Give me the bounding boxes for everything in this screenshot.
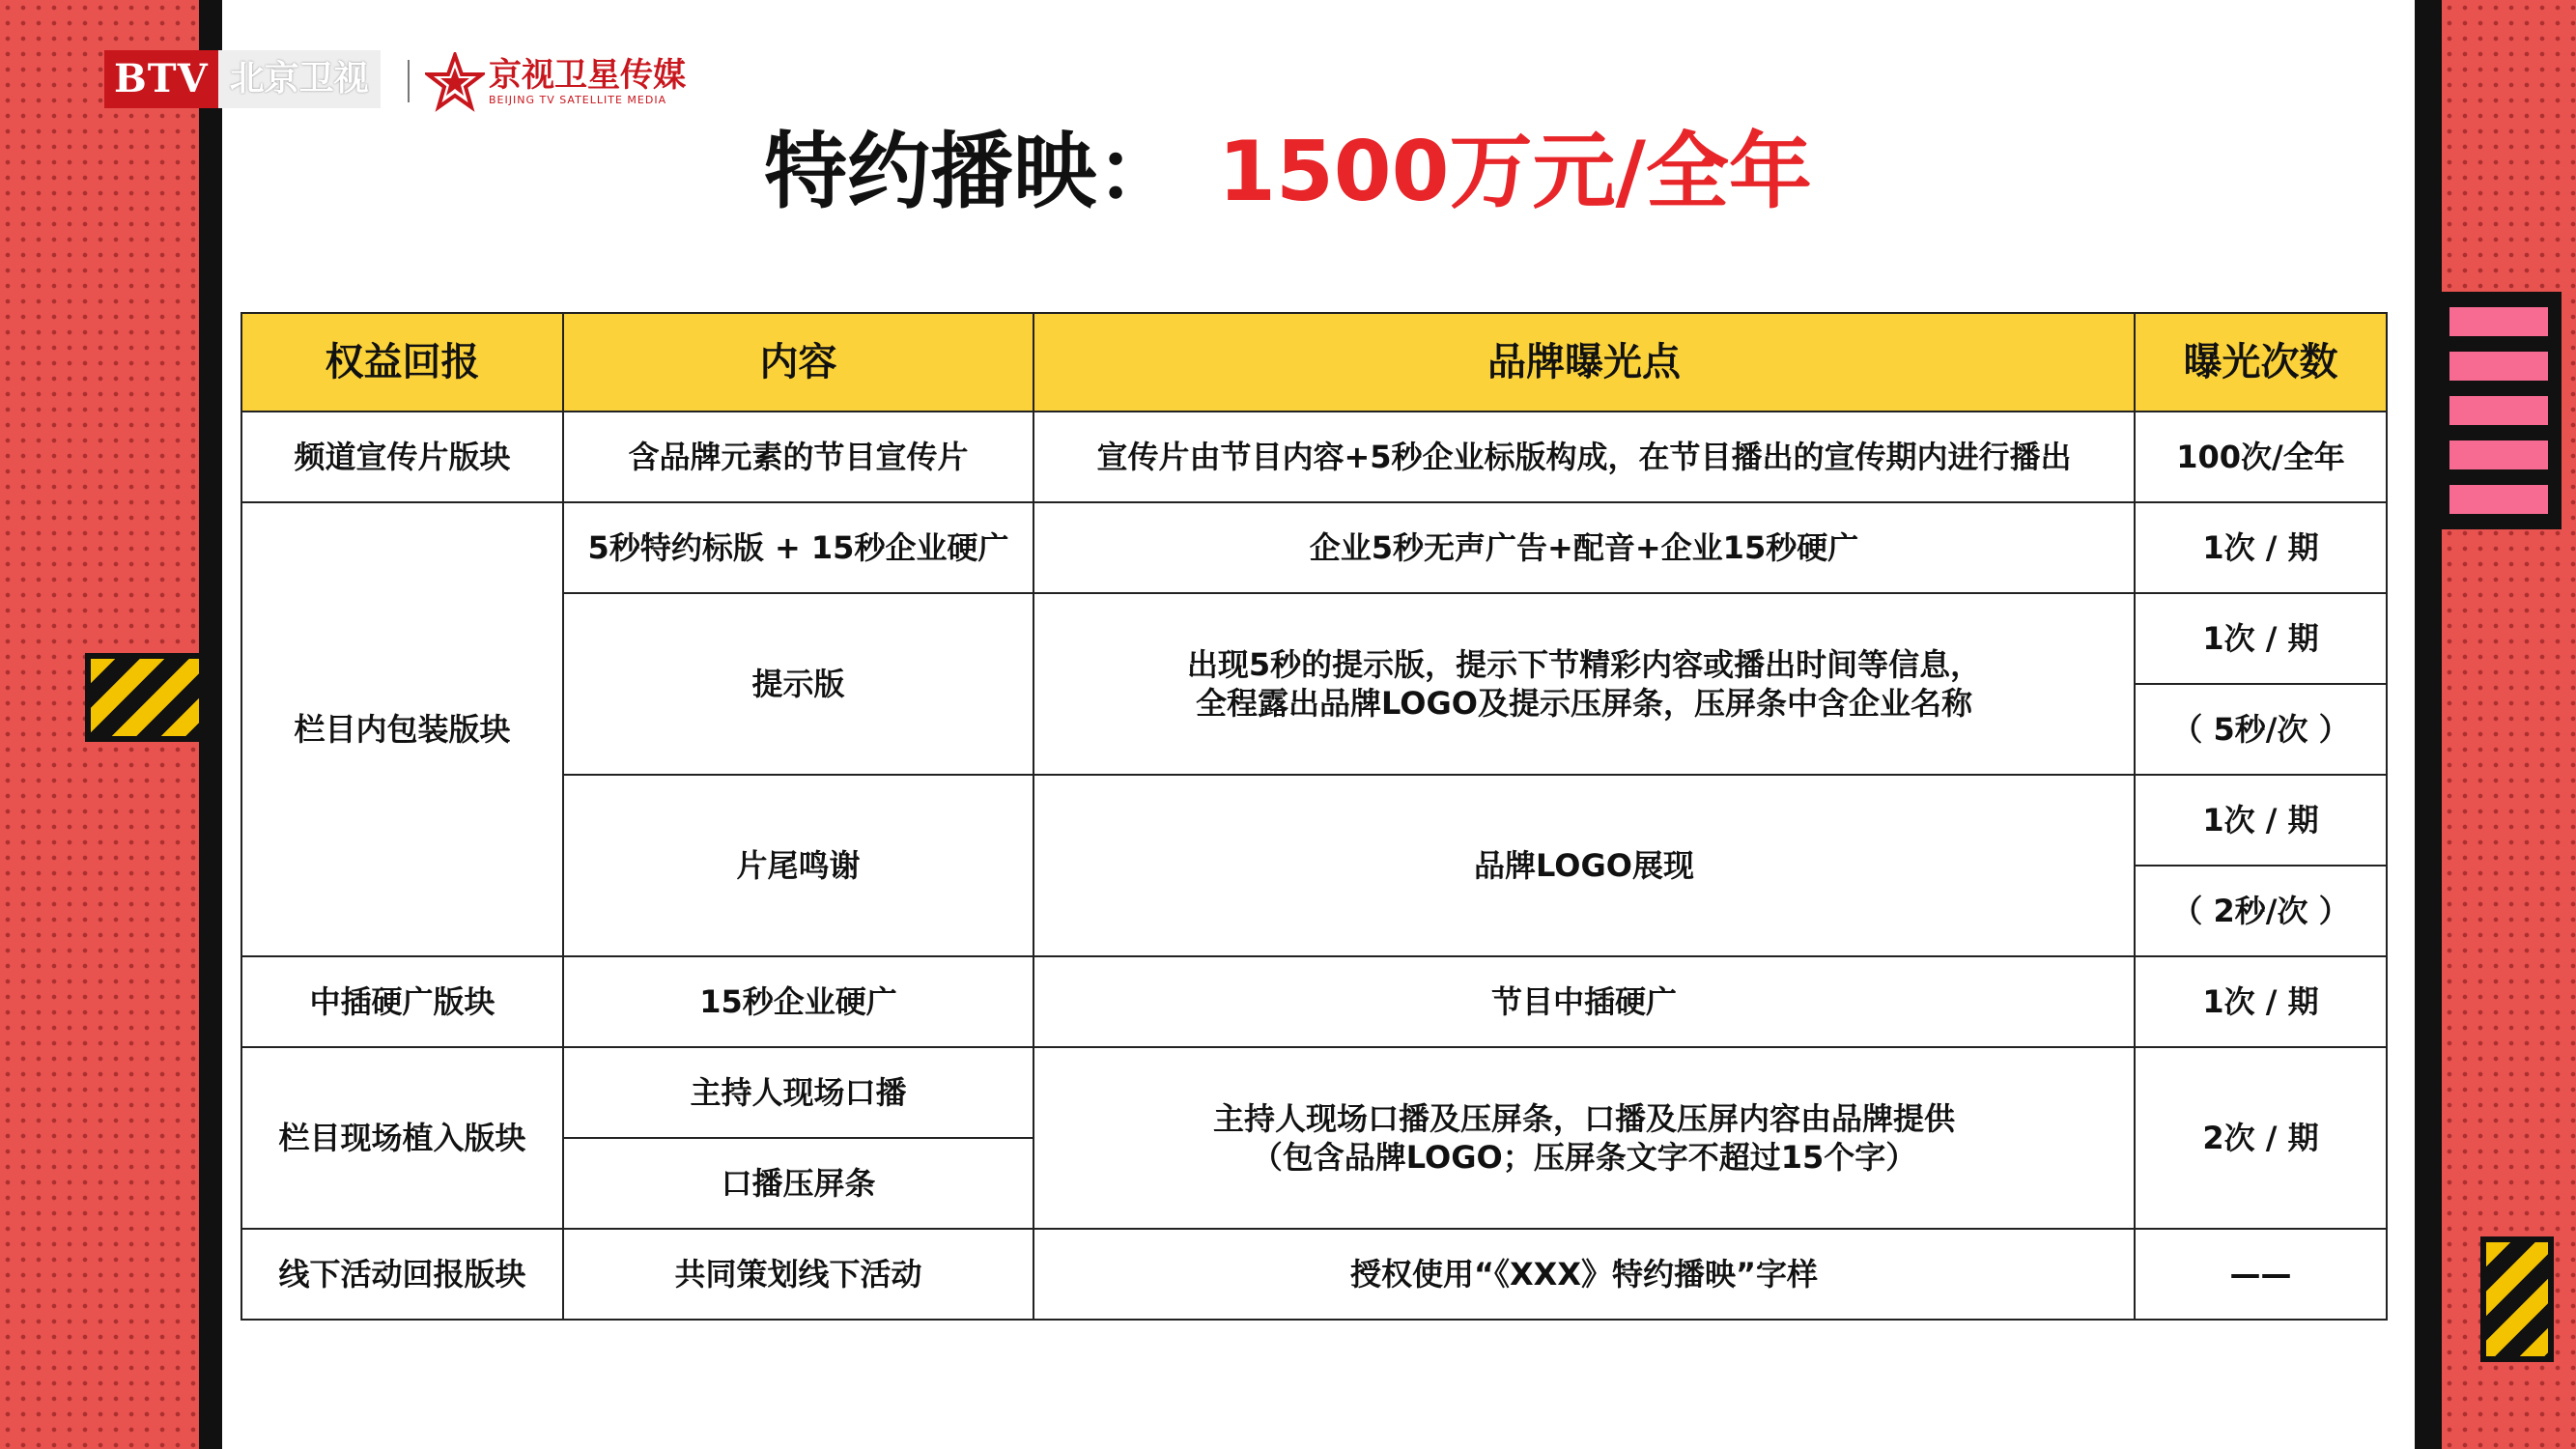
count-cell: 100次/全年 (2135, 412, 2387, 502)
column-header: 内容 (563, 313, 1033, 412)
partner-logo-subtext: BEIJING TV SATELLITE MEDIA (489, 94, 667, 106)
hazard-stripe-left (85, 653, 205, 742)
star-icon (425, 52, 485, 112)
content-cell: 含品牌元素的节目宣传片 (563, 412, 1033, 502)
table-row (241, 956, 2387, 1047)
partner-logo-text: 京视卫星传媒 (489, 56, 686, 95)
pink-bar (2449, 307, 2548, 336)
content-cell: 15秒企业硬广 (563, 956, 1033, 1047)
section-cell: 栏目内包装版块 (241, 502, 563, 956)
pink-bars-decoration (2436, 292, 2562, 529)
content-cell: 口播压屏条 (563, 1138, 1033, 1229)
page-title (0, 124, 2576, 220)
pink-bar (2449, 352, 2548, 381)
count-note-cell: （ 5秒/次 ） (2135, 684, 2387, 775)
hazard-stripe-right (2480, 1236, 2554, 1362)
exposure-line: 出现5秒的提示版，提示下节精彩内容或播出时间等信息， (1186, 646, 1982, 683)
btv-logo-mark: BTV (104, 50, 218, 108)
table-row (241, 593, 2387, 684)
exposure-line: （包含品牌LOGO；压屏条文字不超过15个字） (1251, 1139, 1917, 1176)
btv-channel-name: 北京卫视 (218, 50, 381, 108)
exposure-cell (1033, 593, 2135, 775)
section-cell: 栏目现场植入版块 (241, 1047, 563, 1229)
title-label: 特约播映： (764, 124, 1180, 220)
exposure-cell (1033, 1047, 2135, 1229)
pink-bar (2449, 485, 2548, 514)
pink-bar (2449, 440, 2548, 469)
count-cell: 1次 / 期 (2135, 502, 2387, 593)
column-header: 权益回报 (241, 313, 563, 412)
exposure-line: 全程露出品牌LOGO及提示压屏条，压屏条中含企业名称 (1196, 685, 1972, 722)
content-cell: 5秒特约标版 + 15秒企业硬广 (563, 502, 1033, 593)
exposure-cell: 企业5秒无声广告+配音+企业15秒硬广 (1033, 502, 2135, 593)
section-cell: 中插硬广版块 (241, 956, 563, 1047)
section-cell: 线下活动回报版块 (241, 1229, 563, 1320)
title-price: 1500万元/全年 (1218, 124, 1812, 220)
logo-divider (408, 60, 410, 102)
partner-logo (425, 48, 686, 116)
column-header: 曝光次数 (2135, 313, 2387, 412)
count-cell: 1次 / 期 (2135, 775, 2387, 866)
sponsorship-table (241, 312, 2388, 1321)
content-cell: 共同策划线下活动 (563, 1229, 1033, 1320)
content-cell: 片尾鸣谢 (563, 775, 1033, 956)
table-header-row (241, 313, 2387, 412)
count-cell: 2次 / 期 (2135, 1047, 2387, 1229)
count-cell: 1次 / 期 (2135, 593, 2387, 684)
btv-logo (104, 50, 384, 108)
exposure-cell: 授权使用“《XXX》特约播映”字样 (1033, 1229, 2135, 1320)
table-row (241, 1229, 2387, 1320)
exposure-cell: 宣传片由节目内容+5秒企业标版构成，在节目播出的宣传期内进行播出 (1033, 412, 2135, 502)
content-cell: 提示版 (563, 593, 1033, 775)
exposure-cell: 品牌LOGO展现 (1033, 775, 2135, 956)
exposure-cell: 节目中插硬广 (1033, 956, 2135, 1047)
count-cell: —— (2135, 1229, 2387, 1320)
section-cell: 频道宣传片版块 (241, 412, 563, 502)
count-cell: 1次 / 期 (2135, 956, 2387, 1047)
count-note-cell: （ 2秒/次 ） (2135, 866, 2387, 956)
exposure-line: 主持人现场口播及压屏条，口播及压屏内容由品牌提供 (1212, 1100, 1955, 1137)
table-row (241, 1047, 2387, 1138)
column-header: 品牌曝光点 (1033, 313, 2135, 412)
content-cell: 主持人现场口播 (563, 1047, 1033, 1138)
table-row (241, 775, 2387, 866)
table-row (241, 502, 2387, 593)
pink-bar (2449, 396, 2548, 425)
table-row (241, 412, 2387, 502)
